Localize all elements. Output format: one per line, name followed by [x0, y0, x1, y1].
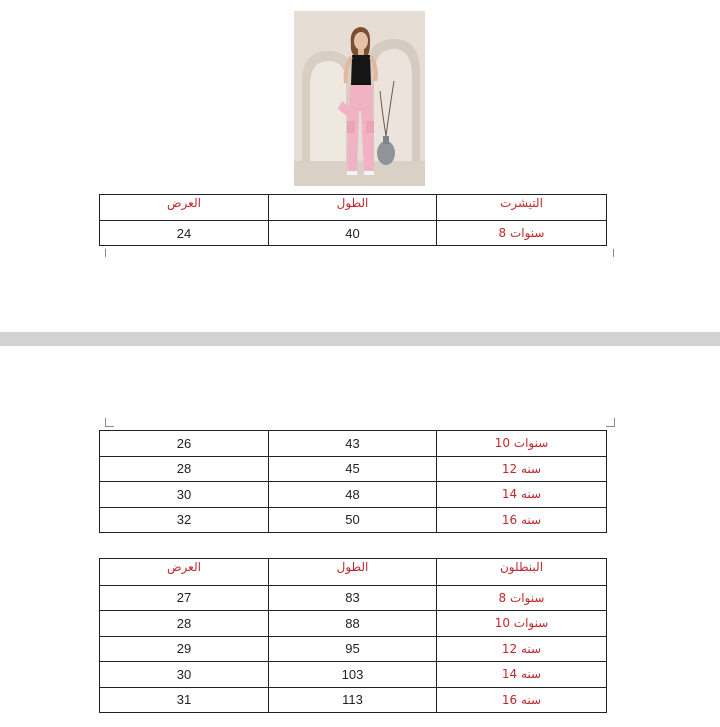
table-row	[100, 507, 607, 533]
length-cell: 113	[269, 687, 437, 713]
table-header-row	[100, 195, 607, 221]
table-row	[100, 482, 607, 508]
width-cell: 30	[100, 662, 269, 688]
length-cell: 43	[269, 431, 437, 457]
size-cell: 12 سنه	[437, 456, 607, 482]
pants-size-table	[99, 558, 607, 713]
tshirt-size-table-continued	[99, 430, 607, 533]
size-cell: 12 سنه	[437, 636, 607, 662]
size-cell: 8 سنوات	[437, 221, 607, 246]
length-cell: 45	[269, 456, 437, 482]
margin-mark	[606, 418, 615, 427]
size-cell: 14 سنه	[437, 482, 607, 508]
table-row	[100, 611, 607, 637]
margin-mark	[605, 249, 614, 257]
size-cell: 14 سنه	[437, 662, 607, 688]
width-cell: 28	[100, 611, 269, 637]
length-cell: 88	[269, 611, 437, 637]
size-cell: 8 سنوات	[437, 585, 607, 611]
product-photo	[294, 11, 425, 186]
table-row	[100, 221, 607, 246]
table-row	[100, 456, 607, 482]
width-cell: 28	[100, 456, 269, 482]
width-header: العرض	[100, 559, 269, 586]
length-header: الطول	[269, 559, 437, 586]
tshirt-size-table	[99, 194, 607, 246]
length-cell: 48	[269, 482, 437, 508]
size-cell: 10 سنوات	[437, 431, 607, 457]
width-cell: 24	[100, 221, 269, 246]
width-cell: 27	[100, 585, 269, 611]
table-row	[100, 687, 607, 713]
length-cell: 50	[269, 507, 437, 533]
width-cell: 30	[100, 482, 269, 508]
page-separator	[0, 332, 720, 346]
length-header: الطول	[269, 195, 437, 221]
length-cell: 40	[269, 221, 437, 246]
width-cell: 29	[100, 636, 269, 662]
margin-mark	[105, 418, 114, 427]
width-header: العرض	[100, 195, 269, 221]
length-cell: 103	[269, 662, 437, 688]
table-row	[100, 662, 607, 688]
item-header: البنطلون	[437, 559, 607, 586]
table-row	[100, 431, 607, 457]
model-illustration	[294, 11, 425, 186]
table-row	[100, 636, 607, 662]
width-cell: 32	[100, 507, 269, 533]
margin-mark	[105, 249, 114, 257]
table-row	[100, 585, 607, 611]
length-cell: 95	[269, 636, 437, 662]
size-cell: 16 سنه	[437, 687, 607, 713]
width-cell: 26	[100, 431, 269, 457]
item-header: التيشرت	[437, 195, 607, 221]
size-cell: 16 سنه	[437, 507, 607, 533]
length-cell: 83	[269, 585, 437, 611]
table-header-row	[100, 559, 607, 586]
size-cell: 10 سنوات	[437, 611, 607, 637]
width-cell: 31	[100, 687, 269, 713]
